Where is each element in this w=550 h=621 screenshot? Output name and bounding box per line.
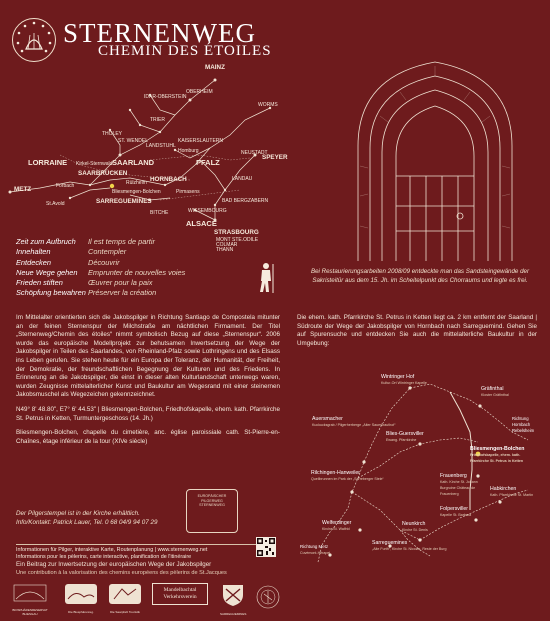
location-de: N49° 8' 48.80", E7° 6' 44.53" | Bliesmengen-Bolchen, Friedhofskapelle, ehem. kath. Pfarrkirche St. Petrus in Ketten, Turmuntergeschoss (14. Jh.) xyxy=(16,405,280,422)
surroundings-text: Die ehem. kath. Pfarrkirche St. Petrus in Ketten liegt ca. 2 km entfernt der Saarland | Südroute der Wege der Jakobspilger von Hornbach nach Sarreguemind. Gehen Sie auf Spurensuche und entdecken Sie auch die mittelalterliche Baukultur in der Umgebung: xyxy=(297,314,537,347)
biosphere-region-logo: Die Biosphärenreg. xyxy=(64,583,98,615)
route-direction: Richtung Hornbach Rebelsheim xyxy=(512,416,535,433)
map-label: SPEYER xyxy=(262,154,288,161)
map-label: HORNBACH xyxy=(150,176,187,183)
sarreguemines-crest: SARREGUEMINES xyxy=(220,583,246,615)
map-label: LANDSTUHL xyxy=(146,143,176,149)
partner-logos xyxy=(12,583,280,617)
map-region-label: PFALZ xyxy=(196,158,220,167)
map-label: METZ xyxy=(14,186,32,193)
motto-row: Neue Wege gehen Emprunter de nouvelles voies xyxy=(16,267,186,277)
map-label: SAARBRÜCKEN xyxy=(78,170,128,177)
route-stop: Sarreguemines „Alte Furth“, Kirche St. Nicolas, Reste der Burg xyxy=(372,540,447,551)
route-stop: Blies-Guersviller Ewang. Pfarrkirche xyxy=(386,431,424,442)
motto-row: Entdecken Découvrir xyxy=(16,257,120,267)
map-label: THANN xyxy=(216,247,234,253)
map-region-label: ALSACE xyxy=(186,219,217,228)
motto-row: Innehalten Contempler xyxy=(16,247,127,257)
page-title: STERNENWEG xyxy=(63,18,256,48)
map-label: MAINZ xyxy=(205,64,225,71)
map-label: Kirkel-Sternwald xyxy=(76,161,113,167)
biosphere-logo: BIOSPHÄRENRESERVAT BLIESGAU xyxy=(12,583,48,615)
route-stop: Wintringer Hof Kultur-Ort Wintringer Kapelle xyxy=(381,374,427,385)
round-seal xyxy=(256,585,280,609)
map-label: Homburg xyxy=(178,148,199,154)
map-label: OBERHEIM xyxy=(186,89,213,95)
motto-row: Zeit zum Aufbruch Il est temps de partir xyxy=(16,237,155,246)
route-stop: Frauenberg Kath. Kirche St. Johann Burgruine Château de Frauenberg xyxy=(440,473,478,496)
stamp-info: Der Pilgerstempel ist in der Kirche erhältlich. Info/Kontakt: Patrick Lauer, Tel. 0 68 04/9 94 07 29 xyxy=(16,510,158,526)
map-label: BITCHE xyxy=(150,210,169,216)
route-stop: Folpersviller Kapelle St. Barbara xyxy=(440,506,472,517)
map-label: Forbach xyxy=(56,183,75,189)
route-stop: Gräfinthal Kloster Gräfinthal xyxy=(481,386,509,397)
map-region-label: SAARLAND xyxy=(112,158,155,167)
map-label: Rülzheim xyxy=(126,180,147,186)
map-label: WORMS xyxy=(258,102,278,108)
route-stop: Auersmacher Kuckucksgrab / Pilgerherberge „Alter Sauerkrauthof“ xyxy=(312,416,396,427)
map-label: ST. WENDEL xyxy=(118,138,149,144)
intro-paragraph: Im Mittelalter orientierten sich die Jakobspilger in Richtung Santiago de Compostela mitunter an der feinen Sternenspur der Milchstraße am nächtlichen Firmament. Der Titel „Sternenweg/Chemin des étoiles“ nimmt symbolisch Bezug auf diese „Sternenspur“. 2006 wurde das europäische Modellprojekt zur behutsamen Inwertsetzung der Wege der Jakobspilger in Teilen des Saarlandes, von Rheinland-Pfalz sowie Lothringens und des Elsass ins Leben gerufen. Sie stehen heute für ein Europa der Toleranz, der Humanität, der Freiheit, der Demokratie, der freundschaftlichen Begegnung der Kulturen und des Friedens. In Erinnerung an die Jakobspilger, die einst in dieser alten Kulturlandschaft unterwegs waren, wurden Zeugnisse mittelalterlicher Kunst und Baukultur am Wegesrand mit einer steinernen Jakobsmuschel als Wegezeichen gekennzeichnet. xyxy=(16,314,280,399)
map-label: COLMAR xyxy=(216,242,238,248)
motto-row: Schöpfung bewahren Préserver la création xyxy=(16,288,157,298)
map-label: MONT STE.ODILE xyxy=(216,237,259,243)
star-shell-logo xyxy=(12,18,56,62)
map-label: STRASBOURG xyxy=(214,229,259,236)
info-block: Informationen für Pilger, interaktive Karte, Routenplanung | www.sternenweg.net Informations pour les pèlerins, carte interactive, planification de l'itinéraire xyxy=(16,543,266,562)
route-stop: Welferdinger Kirche St. Walfrid xyxy=(322,520,352,531)
map-label: Bliesmengen-Bolchen xyxy=(112,189,161,195)
map-label: KAISERSLAUTERN xyxy=(178,138,224,144)
map-label: St.Avold xyxy=(46,201,65,207)
route-stop: Neunkirch Kirche St. Denis xyxy=(402,521,428,532)
map-label: TRIER xyxy=(150,117,165,123)
map-label: LANDAU xyxy=(232,176,253,182)
page-subtitle: CHEMIN DES ÉTOILES xyxy=(98,43,272,59)
location-fr: Bliesmengen-Bolchen, chapelle du cimetière, anc. église paroissiale cath. St-Pierre-en-Chaînes, étage inférieur de la tour (XIVe siècle) xyxy=(16,429,280,445)
route-stop-highlight: Bliesmengen-Bolchen Friedhofskapelle, ehem. kath. Pfarrkirche St. Petrus in Ketten xyxy=(470,446,525,463)
current-location-marker xyxy=(110,184,114,188)
pilgrim-icon xyxy=(255,262,277,294)
qr-code[interactable] xyxy=(256,537,276,557)
map-label: WISSEMBOURG xyxy=(188,208,227,214)
map-label: SARREGUEMINES xyxy=(96,198,152,205)
mandelbachtal-logo: Mandelbachtal Verkehrsverein xyxy=(152,583,208,615)
map-label: BAD BERGZABERN xyxy=(222,198,269,204)
saarpfalz-logo: Die Saarpfalz Touristik xyxy=(108,583,142,615)
contribution-text: Ein Beitrag zur Inwertsetzung der europäischen Wege der Jakobspilger Une contribution à la valorisation des chemins européens des pèlerins de St.Jacques xyxy=(16,561,227,577)
intro-text xyxy=(16,314,280,452)
map-label: IDAR-OBERSTEIN xyxy=(144,94,187,100)
map-region-label: LORRAINE xyxy=(28,158,68,167)
route-stop: Rilchingen-Hanweiler Quellbrunnen im Park der „Sarreberger Stele“ xyxy=(311,470,384,481)
door-caption: Bei Restaurierungsarbeiten 2008/09 entdeckte man das Sandsteingewände der Sakristeitür aus dem 15. Jh. im Scheitelpunkt des Chorraums und legte es frei. xyxy=(310,268,530,284)
pilgrim-stamp: EUROPÄISCHER PILGERWEG STERNENWEG xyxy=(186,489,238,533)
route-stop: Habkirchen Kath. Pfarrkirche St. Martin xyxy=(490,486,534,497)
map-label: NEUSTADT xyxy=(241,150,268,156)
route-direction: Richtung Metz Cuvémont-Hérapel xyxy=(300,544,331,555)
motto-row: Frieden stiften Œuvrer pour la paix xyxy=(16,278,153,288)
map-label: Pirmasens xyxy=(176,189,200,195)
motto-list xyxy=(16,237,276,299)
sacristy-door-drawing xyxy=(340,56,530,264)
map-label: THOLEY xyxy=(102,131,123,137)
